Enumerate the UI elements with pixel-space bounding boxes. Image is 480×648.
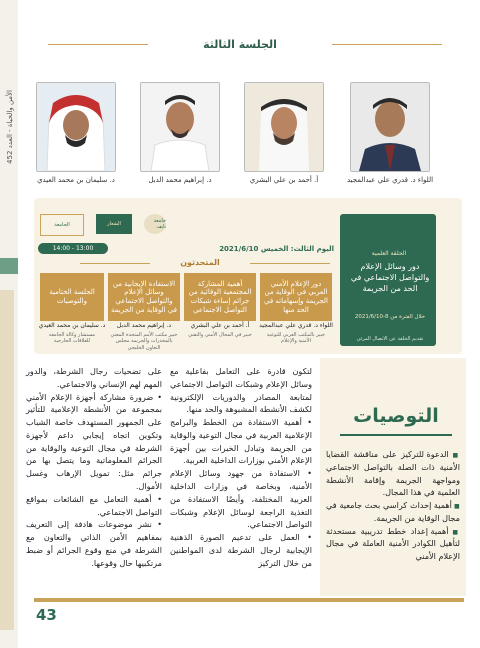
recommendation-item: ■ أهمية إعداد خطط تدريبية مستحدثة لتأهيل الكوادر الأمنية العاملة في مجال الإعلام الأمني (326, 525, 460, 563)
paragraph: لتكون قادرة على التعامل بفاعلية مع وسائل الإعلام وشبكات التواصل الاجتماعي لمتابعة المصادر والدوريات الإلكترونية لكشف الأنشطة المشبوهة والحد منها. (170, 366, 312, 415)
paragraph: • العمل على تدعيم الصورة الذهنية الإيجابية لرجال الشرطة لدى المواطنين من خلال التركيز (170, 532, 312, 568)
panel-label: الحلقة العلمية (371, 250, 407, 257)
side-gold-band (0, 290, 14, 630)
speakers-label: المتحدثون (180, 258, 220, 267)
photo-caption-1: اللواء د. قدري علي عبدالمجيد (346, 176, 434, 184)
speaker-role-3: خبير مكتب الأمم المتحدة المعني بالمخدرات والجريمة مجلس التعاون الخليجي (110, 332, 178, 351)
speaker-photo-3 (140, 82, 220, 172)
speaker-photo-4 (36, 82, 116, 172)
recommendations-title-rule (340, 434, 452, 436)
paragraph: • أهمية التعامل مع الشائعات بمواقع التواصل الاجتماعي. (26, 493, 162, 517)
footer-rule (34, 598, 464, 602)
page-number: 43 (36, 606, 57, 624)
recommendations-list (326, 448, 460, 563)
topic-3: الاستفادة الإيجابية من وسائل الإعلام والتواصل الاجتماعي في الوقاية من الجريمة (108, 273, 180, 321)
paragraph: • الاستفادة من جهود وسائل الإعلام الأمنية، وبخاصة في وزارات الداخلية العربية المختلفة، وأيضًا الاستفادة من التغذية الراجعة لوسائل الإعلام وشبكات التواصل الاجتماعي. (170, 468, 312, 530)
speaker-photo-2 (244, 82, 324, 172)
middle-column (170, 365, 312, 570)
side-tab (0, 258, 18, 274)
speakers-rule-left (80, 263, 150, 264)
session-title: الجلسة الثالثة (203, 38, 277, 51)
recommendations-title: التوصيات (353, 405, 439, 427)
logo-2: الشعار (96, 214, 132, 234)
speaker-name-1: اللواء د. قدري علي عبدالمجيد (259, 322, 333, 329)
topic-1: دور الإعلام الأمني العربي في الوقاية من الجريمة وإسهاماته في الحد منها (260, 273, 332, 321)
speaker-photo-1 (350, 82, 430, 172)
speaker-role-4: مستشار وكالة الجامعة للعلاقات الخارجية (48, 332, 96, 345)
magazine-side-title: الأمن والحياة - العدد 452 (6, 90, 14, 164)
speaker-role-1: خبير بالمكتب العربي للتوعية الأمنية والإعلام (266, 332, 326, 345)
portrait-icon (245, 83, 323, 171)
program-day: اليوم الثالث: الخميس 2021/6/10 (219, 245, 334, 253)
recommendation-item: ■ أهمية إحداث كراسي بحث جامعية في مجال الوقاية من الجريمة. (326, 499, 460, 525)
speakers-rule-right (250, 263, 330, 264)
paragraph: • ضرورة مشاركة أجهزة الإعلام الأمني بمجموعة من الأنشطة الإعلامية للتأثير على الجمهور المستهدف خاصة الشباب وتكوين اتجاه إيجابي داعم لأجهزة الشرطة في مجال التوعية والوقاية من الجرائم المعلوماتية وما يتصل بها من جرائم مثل: تمويل الإرهاب وغسل الأموال. (26, 391, 162, 492)
panel-footer: تقديم الحلقة عن الاتصال المرئي (356, 336, 424, 342)
paragraph: • نشر موضوعات هادفة إلى التعريف بمفاهيم الأمن الذاتي والتعاون مع الشرطة في منع وقوع الجرائم أو ضبط مرتكبيها حال وقوعها. (26, 519, 162, 568)
logo-1: الجامعة (40, 214, 84, 236)
program-time: 13:00 - 14:00 (38, 243, 108, 254)
photo-caption-4: د. سليمان بن محمد العيدي (37, 176, 115, 184)
paragraph: على تضحيات رجال الشرطة، والدور المهم لهم الإنساني والاجتماعي. (26, 366, 162, 389)
paragraph: • أهمية الاستفادة من الخطط والبرامج الإعلامية العربية في مجال التوعية والوقاية من الجريمة وتبادل الخبرات بين أجهزة الإعلام الأمني بوزارات الداخلية العربية. (170, 417, 312, 466)
portrait-icon (351, 83, 429, 171)
panel-dates: خلال الفترة من 8-2021/6/10 (354, 314, 426, 320)
recommendation-item: ■ الدعوة للتركيز على مناقشة القضايا الأمنية ذات الصلة بالتواصل الاجتماعي ومواجهة الجريمة وإقامة الأنشطة العلمية في هذا المجال. (326, 448, 460, 499)
speaker-name-4: د. سليمان بن محمد العيدي (38, 322, 106, 329)
photo-caption-3: د. إبراهيم محمد الدبل (148, 176, 212, 184)
topic-4: الجلسة الختامية والتوصيات (40, 273, 104, 321)
left-column (26, 365, 162, 570)
portrait-icon (37, 83, 115, 171)
logo-3: جامعة نايف (144, 214, 166, 234)
portrait-icon (141, 83, 219, 171)
speaker-name-2: أ. أحمد بن علي البشري (190, 322, 250, 329)
speaker-role-2: خبير في المجال الأمني والتقني (188, 332, 252, 338)
speaker-name-3: د. إبراهيم محمد الدبل (116, 322, 172, 329)
panel-title: دور وسائل الإعلام والتواصل الاجتماعي في الحد من الجريمة (350, 262, 430, 293)
topic-2: أهمية المشاركة المجتمعية الوقائية من جرائم إساءة شبكات التواصل الاجتماعي (184, 273, 256, 321)
photo-caption-2: أ. أحمد بن علي البشري (249, 176, 319, 184)
